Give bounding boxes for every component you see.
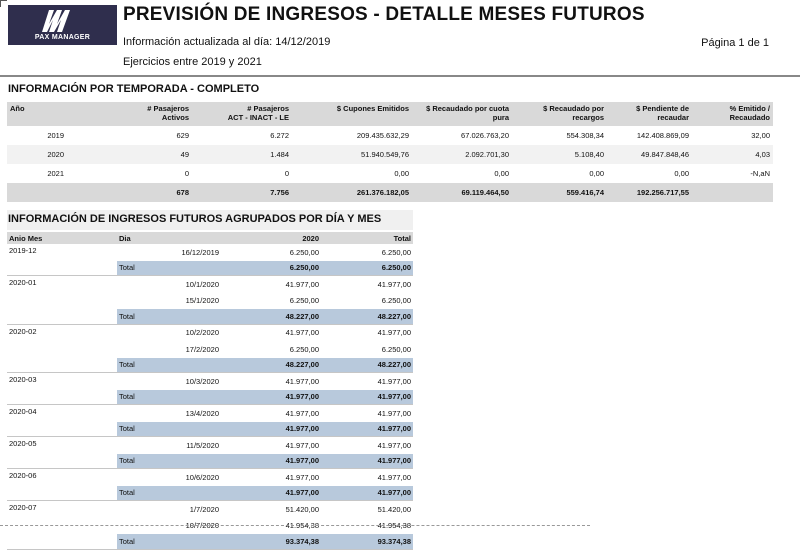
month-cell: 2020-01 [9,278,37,287]
future-total-row [7,422,413,437]
season-table [7,102,773,202]
season-cell: 0,00 [674,169,689,178]
month-cell-empty [7,534,117,549]
season-col-header: # Pasajeros ACT - INACT - LE [192,102,292,126]
month-cell-empty [7,486,117,501]
season-cell: 67.026.763,20 [461,131,509,140]
season-cell: 142.408.869,09 [636,131,689,140]
future-total-row [7,358,413,373]
page-bottom-divider [0,525,590,526]
future-total-row [7,534,413,549]
future-day-row [7,469,413,486]
future-cell: 1/7/2020 [189,504,219,514]
season-total-cell: 559.416,74 [512,183,607,202]
season-total-cell: 678 [67,183,192,202]
total-label: Total [117,486,221,501]
future-table-header [7,232,413,244]
future-total-cell: 6.250,00 [321,261,413,276]
future-day-row [7,324,413,341]
season-total-cell: 69.119.464,50 [412,183,512,202]
season-cell: 554.308,34 [566,131,604,140]
season-col-header: $ Recaudado por recargos [512,102,607,126]
future-total-cell: 48.227,00 [321,358,413,373]
month-cell-empty [7,309,117,324]
season-total-cell [692,183,773,202]
future-col-header: Anio Mes [7,232,117,244]
future-cell: 15/1/2020 [185,296,219,306]
future-total-cell: 6.250,00 [221,261,321,276]
future-section-title: INFORMACIÓN DE INGRESOS FUTUROS AGRUPADOS POR DÍA Y MES [8,213,382,225]
month-cell: 2019-12 [9,246,37,255]
season-cell: 49 [67,145,192,164]
future-cell: 17/2/2020 [185,344,219,354]
season-cell: 6.272 [270,131,289,140]
month-cell-empty [7,454,117,469]
month-cell: 2020-07 [9,503,37,512]
season-cell: 2020 [7,145,67,164]
month-cell-empty [7,358,117,373]
month-cell-empty [7,390,117,405]
page-corner-mark [0,0,7,7]
future-cell: 41.977,00 [377,328,411,338]
future-total-row [7,309,413,324]
total-label: Total [117,261,221,276]
season-total-cell: 7.756 [192,183,292,202]
future-cell: 10/1/2020 [185,279,219,289]
month-cell: 2020-02 [9,326,37,336]
season-table-header [7,102,773,126]
future-total-cell: 41.977,00 [321,486,413,501]
season-section-title: INFORMACIÓN POR TEMPORADA - COMPLETO [8,83,260,95]
season-cell: 51.940.549,76 [292,145,412,164]
season-row [7,145,773,164]
future-cell: 41.977,00 [377,440,411,450]
future-total-cell: 41.977,00 [321,422,413,437]
future-col-header: Dia [117,232,221,244]
future-cell: 6.250,00 [381,344,411,354]
future-total-cell: 41.977,00 [221,454,321,469]
future-col-header: Total [321,232,413,244]
month-cell: 2020-03 [9,375,37,384]
season-cell: 629 [176,131,189,140]
future-cell: 41.977,00 [285,440,319,450]
future-total-row [7,261,413,276]
season-total-cell: 192.256.717,55 [607,183,692,202]
period-range: Ejercicios entre 2019 y 2021 [123,56,262,68]
page-number: Página 1 de 1 [701,37,769,49]
future-total-row [7,454,413,469]
total-label: Total [117,309,221,324]
season-cell: 0 [284,169,289,178]
season-col-header: Año [7,102,67,126]
season-cell: 2.092.701,30 [412,145,512,164]
season-row [7,126,773,145]
future-total-cell: 41.977,00 [321,454,413,469]
season-cell: 5.108,40 [512,145,607,164]
logo [8,5,117,45]
future-cell: 6.250,00 [289,296,319,306]
season-cell: 2021 [47,169,64,178]
future-col-header: 2020 [221,232,321,244]
future-cell: 41.977,00 [377,408,411,418]
future-income-table [7,232,413,550]
season-cell: 0 [184,169,189,178]
future-total-cell: 41.977,00 [221,486,321,501]
future-cell: 10/6/2020 [185,472,219,482]
future-cell: 41.977,00 [285,408,319,418]
season-total-row [7,183,773,202]
future-cell: 6.250,00 [289,344,319,354]
future-total-cell: 41.977,00 [221,390,321,405]
future-total-cell: 93.374,38 [221,534,321,549]
future-total-cell: 93.374,38 [321,534,413,549]
future-day-row [7,437,413,454]
future-total-cell: 48.227,00 [221,309,321,324]
total-label: Total [117,358,221,373]
total-label: Total [117,454,221,469]
future-cell: 6.250,00 [381,247,411,257]
logo-text: PAX MANAGER [34,34,91,41]
future-cell: 10/3/2020 [185,376,219,386]
season-col-header: % Emitido / Recaudado [692,102,773,126]
future-cell: 10/2/2020 [185,328,219,338]
future-cell: 41.954,38 [285,521,319,531]
future-day-row [7,405,413,422]
season-cell: -N,aN [750,169,770,178]
future-cell: 10/7/2020 [185,521,219,531]
total-label: Total [117,534,221,549]
future-cell: 16/12/2019 [181,247,219,257]
season-cell: 0,00 [494,169,509,178]
season-cell: 4,03 [692,145,773,164]
future-cell: 41.977,00 [285,376,319,386]
future-day-row [7,373,413,390]
future-total-cell: 48.227,00 [321,309,413,324]
future-cell: 51.420,00 [377,504,411,514]
season-total-cell: 261.376.182,05 [292,183,412,202]
month-cell: 2020-05 [9,439,37,448]
future-cell: 41.977,00 [285,472,319,482]
future-total-row [7,486,413,501]
future-cell: 6.250,00 [289,247,319,257]
month-cell [7,293,117,310]
future-total-cell: 41.977,00 [321,390,413,405]
season-total-cell [7,183,67,202]
season-cell: 2019 [47,131,64,140]
future-cell: 41.977,00 [377,376,411,386]
logo-mark-icon [40,8,84,34]
season-cell: 0,00 [394,169,409,178]
total-label: Total [117,390,221,405]
future-cell: 51.420,00 [285,504,319,514]
month-cell-empty [7,422,117,437]
month-cell [7,341,117,358]
future-cell: 6.250,00 [381,296,411,306]
updated-date: Información actualizada al día: 14/12/2019 [123,36,331,48]
future-cell: 41.977,00 [285,279,319,289]
season-cell: 32,00 [751,131,770,140]
month-cell: 2020-04 [9,407,37,416]
season-cell: 49.847.848,46 [607,145,692,164]
future-total-cell: 41.977,00 [221,422,321,437]
future-total-row [7,390,413,405]
future-cell: 11/5/2020 [186,440,219,450]
season-cell: 209.435.632,29 [356,131,409,140]
total-label: Total [117,422,221,437]
future-day-row [7,341,413,358]
future-cell: 13/4/2020 [185,408,219,418]
future-cell: 41.977,00 [377,279,411,289]
season-row [7,164,773,183]
future-cell: 41.977,00 [377,472,411,482]
page-title: PREVISIÓN DE INGRESOS - DETALLE MESES FUTUROS [123,4,645,25]
future-day-row [7,276,413,293]
season-col-header: $ Recaudado por cuota pura [412,102,512,126]
future-total-cell: 48.227,00 [221,358,321,373]
season-col-header: $ Pendiente de recaudar [607,102,692,126]
season-col-header: $ Cupones Emitidos [292,102,412,126]
future-day-row [7,501,413,518]
season-cell: 0,00 [589,169,604,178]
month-cell: 2020-06 [9,471,37,480]
future-cell: 41.954,38 [377,521,411,531]
season-cell: 1.484 [192,145,292,164]
future-day-row [7,293,413,310]
month-cell-empty [7,261,117,276]
future-day-row [7,244,413,261]
season-col-header: # Pasajeros Activos [67,102,192,126]
future-cell: 41.977,00 [285,328,319,338]
